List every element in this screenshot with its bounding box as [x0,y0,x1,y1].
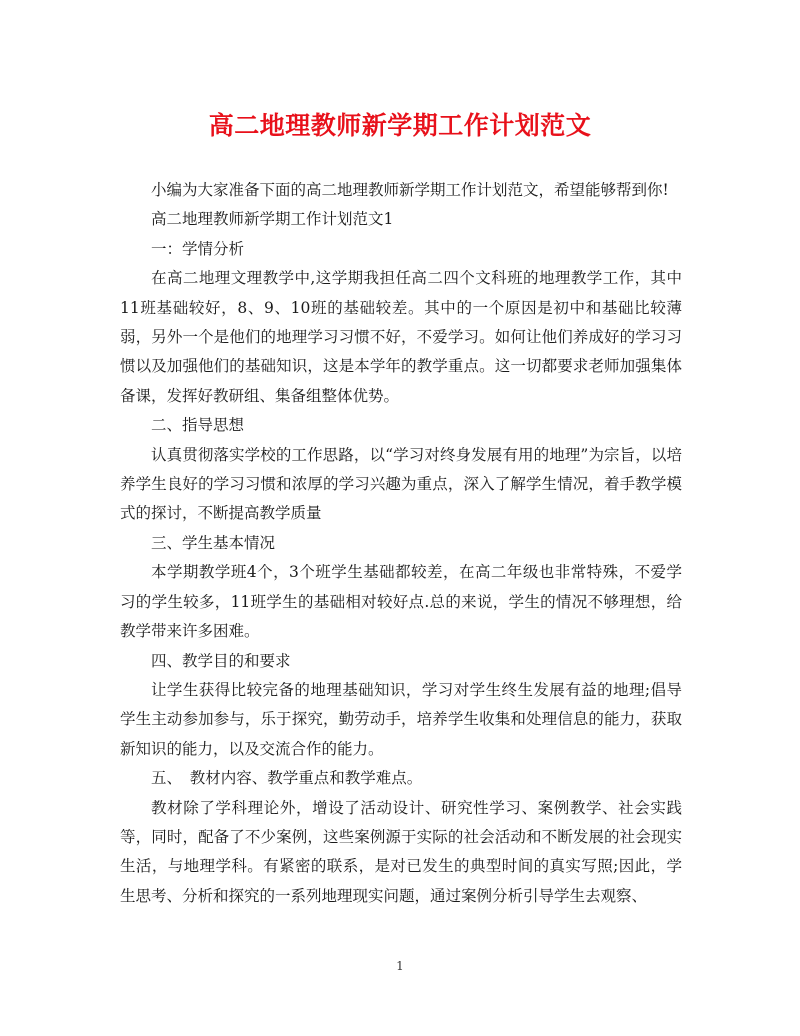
page-number: 1 [396,959,404,973]
section-heading-3: 三、学生基本情况 [151,533,276,552]
page-title: 高二地理教师新学期工作计划范文 [208,111,592,140]
document-body [120,176,682,911]
intro-paragraph: 小编为大家准备下面的高二地理教师新学期工作计划范文，希望能够帮到你! [151,181,669,199]
section-heading-1: 一：学情分析 [151,239,245,258]
body-paragraph: 在高二地理文理教学中,这学期我担任高二四个文科班的地理教学工作，其中11班基础较好，8、9、10班的基础较差。其中的一个原因是初中和基础比较薄弱，另外一个是他们的地理学习习惯不好，不爱学习。如何让他们养成好的学习习惯以及加强他们的基础知识，这是本学年的教学重点。这一切都要求老师加强集体备课，发挥好教研组、集备组整体优势。 [120,269,682,405]
section-heading-2: 二、指导思想 [151,416,245,435]
body-paragraph: 认真贯彻落实学校的工作思路，以“学习对终身发展有用的地理”为宗旨，以培养学生良好的学习习惯和浓厚的学习兴趣为重点，深入了解学生情况，着手教学模式的探讨，不断提高教学质量 [120,445,682,523]
subtitle-paragraph: 高二地理教师新学期工作计划范文1 [151,210,394,229]
section-heading-4: 四、教学目的和要求 [151,651,291,670]
body-paragraph: 让学生获得比较完备的地理基础知识，学习对学生终生发展有益的地理;倡导学生主动参加参与，乐于探究，勤劳动手，培养学生收集和处理信息的能力，获取新知识的能力，以及交流合作的能力。 [120,680,682,758]
body-paragraph: 教材除了学科理论外，增设了活动设计、研究性学习、案例教学、社会实践等，同时，配备了不少案例，这些案例源于实际的社会活动和不断发展的社会现实生活，与地理学科。有紧密的联系，是对已发生的典型时间的真实写照;因此，学生思考、分析和探究的一系列地理现实问题，通过案例分析引导学生去观察、 [120,798,682,905]
body-paragraph: 本学期教学班4个，3个班学生基础都较差，在高二年级也非常特殊，不爱学习的学生较多，11班学生的基础相对较好点.总的来说，学生的情况不够理想，给教学带来许多困难。 [120,563,682,641]
section-heading-5: 五、 教材内容、教学重点和教学难点。 [151,769,423,788]
